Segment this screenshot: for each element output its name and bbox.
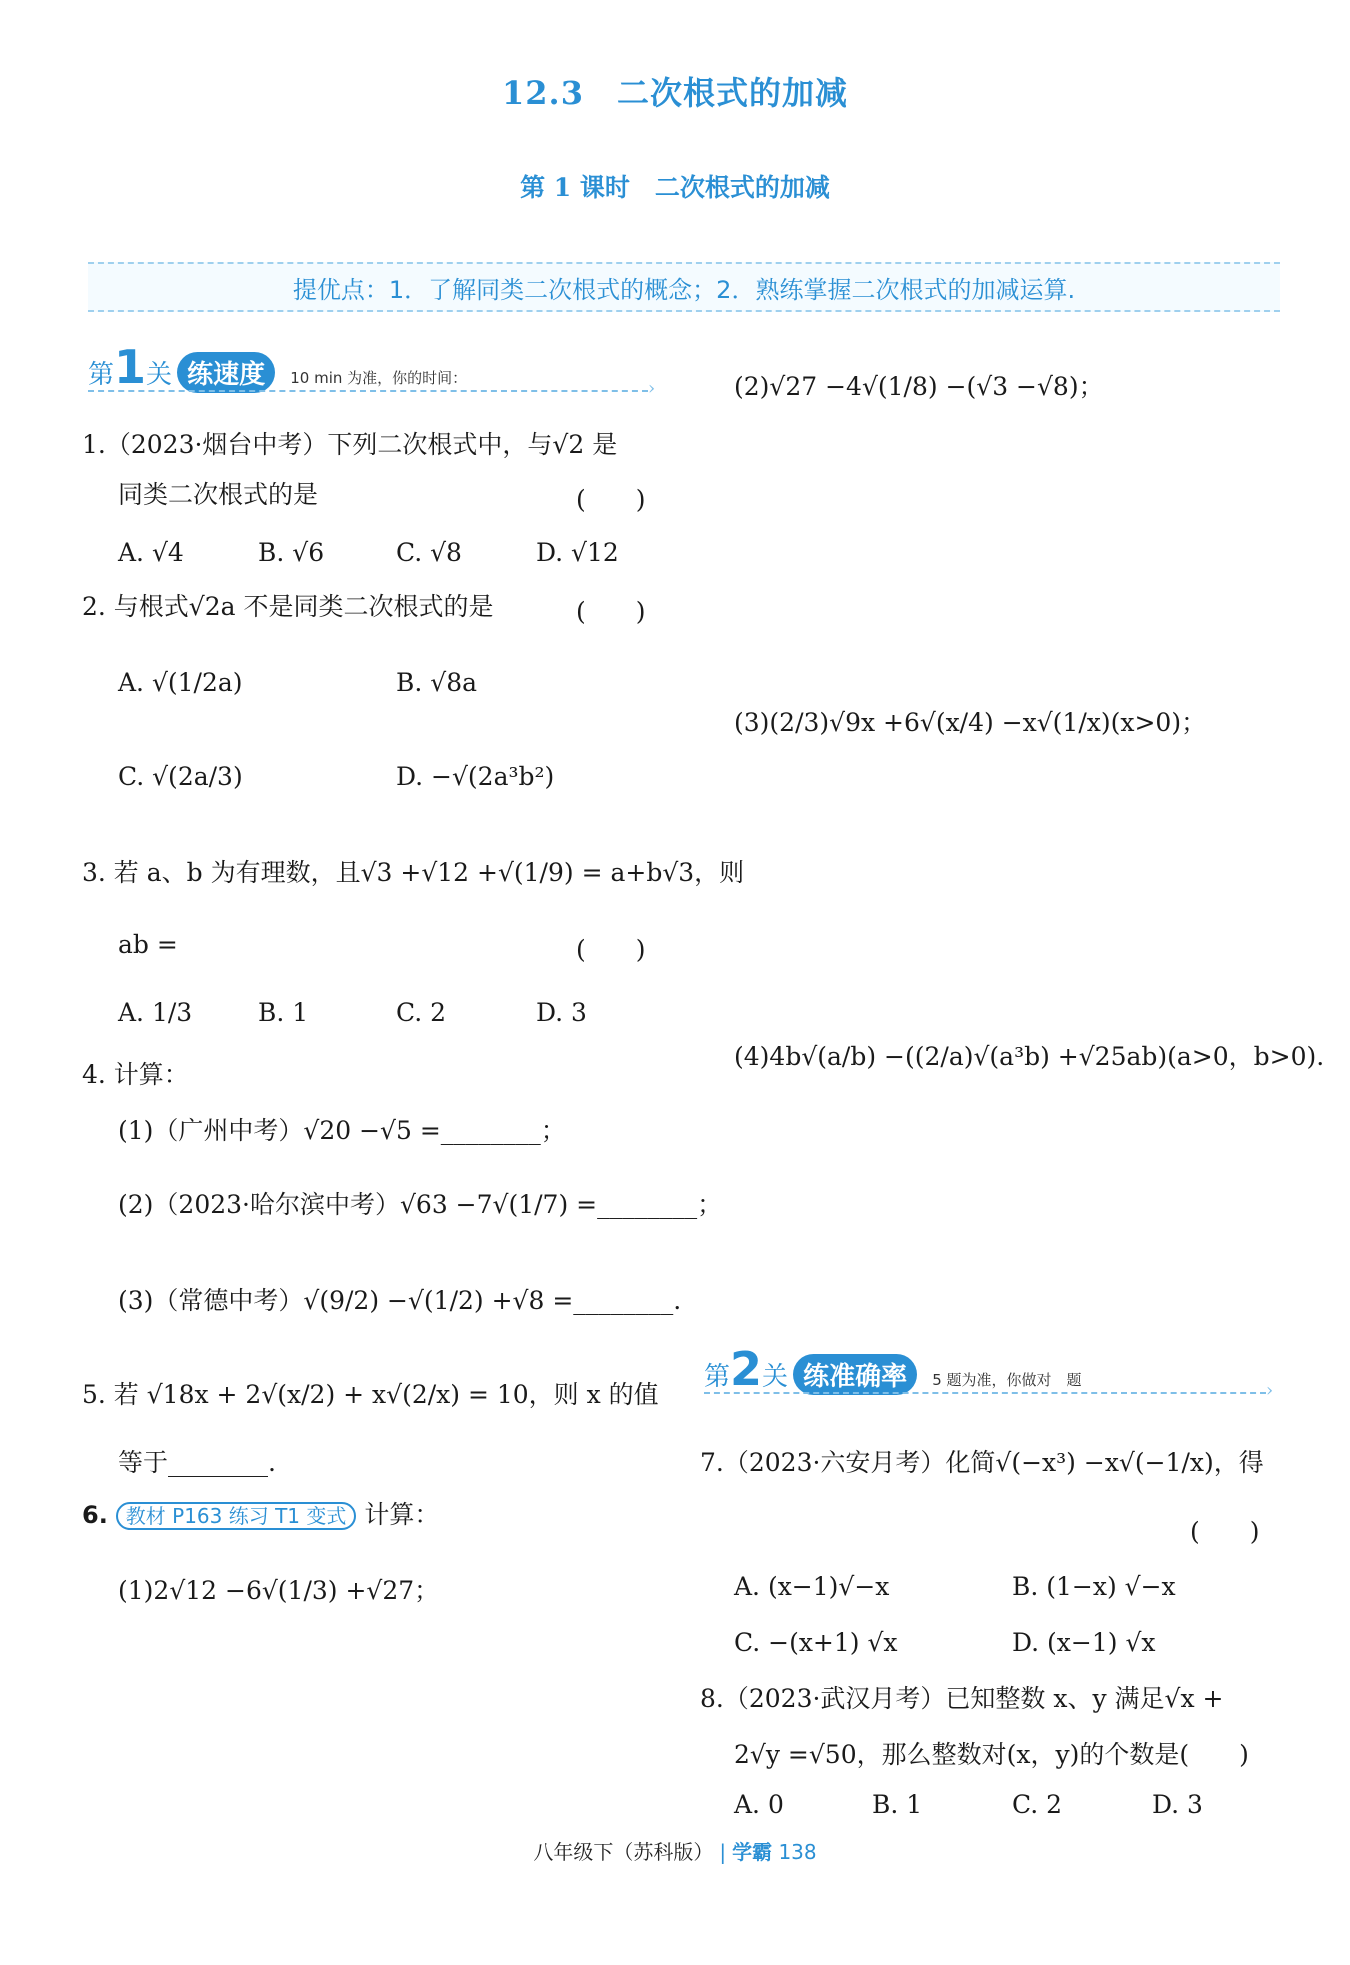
question-7-answer-bracket: ( ) [1190,1517,1260,1546]
question-4-part-2: (2)（2023·哈尔滨中考）√63 −7√(1/7) =________； [118,1190,723,1219]
section-1-note: 10 min 为准，你的时间： [290,369,468,387]
textbook-reference-badge: 教材 P163 练习 T1 变式 [116,1502,357,1530]
question-4-part-3: (3)（常德中考）√(9/2) −√(1/2) +√8 =________. [118,1286,682,1315]
question-8-option-b: B. 1 [872,1790,923,1819]
question-7-stem: 7.（2023·六安月考）化简√(−x³) −x√(−1/x)，得 [700,1448,1264,1477]
question-3-stem: 3. 若 a、b 为有理数，且√3 +√12 +√(1/9) = a+b√3，则 [82,858,745,887]
question-6-instruction: 计算： [364,1500,440,1529]
question-8-option-c: C. 2 [1012,1790,1063,1819]
question-6-stem: 6. 教材 P163 练习 T1 变式 计算： [82,1500,440,1529]
question-6-part-3: (3)(2/3)√9x +6√(x/4) −x√(1/x)(x>0)； [734,708,1207,737]
section-2-name: 练准确率 [793,1354,917,1395]
section-1-arrow-icon: › [648,378,656,399]
question-8-stem: 8.（2023·武汉月考）已知整数 x、y 满足√x + [700,1684,1224,1713]
question-7-option-a: A. (x−1)√−x [734,1572,890,1601]
question-7-option-d: D. (x−1) √x [1012,1628,1156,1657]
question-8-option-d: D. 3 [1152,1790,1203,1819]
question-6-part-1: (1)2√12 −6√(1/3) +√27； [118,1576,440,1605]
footer-separator: | [719,1840,727,1864]
question-1-answer-bracket: ( ) [576,485,646,514]
question-4-part-1: (1)（广州中考）√20 −√5 =________； [118,1116,566,1145]
question-7-option-c: C. −(x+1) √x [734,1628,898,1657]
section-2-number: 2 [730,1342,763,1396]
question-1-stem: 1.（2023·烟台中考）下列二次根式中，与√2 是 [82,430,618,459]
section-1-di: 第 [88,360,115,390]
question-1-option-a: A. √4 [118,538,184,567]
question-1-option-b: B. √6 [258,538,325,567]
question-2-option-a: A. √(1/2a) [118,668,243,697]
page-title: 12.3 二次根式的加减 [502,74,848,112]
question-1-option-d: D. √12 [536,538,619,567]
question-3-option-b: B. 1 [258,998,309,1027]
footer-grade: 八年级下（苏科版） [533,1840,714,1864]
question-3-option-a: A. 1/3 [118,998,193,1027]
section-1-header [88,340,468,394]
section-1-number: 1 [114,340,147,394]
section-2-note: 5 题为准，你做对 题 [932,1371,1082,1389]
section-1-name: 练速度 [177,352,275,393]
section-2-divider [704,1392,1266,1394]
footer-brand: 学霸 [732,1840,773,1864]
question-6-part-4: (4)4b√(a/b) −((2/a)√(a³b) +√25ab)(a>0，b>0). [734,1042,1325,1071]
question-2-stem: 2. 与根式√2a 不是同类二次根式的是 [82,592,494,621]
question-8-option-a: A. 0 [734,1790,784,1819]
question-8-stem-2: 2√y =√50，那么整数对(x，y)的个数是( ) [734,1740,1249,1769]
section-2-di: 第 [704,1362,731,1392]
question-3-option-d: D. 3 [536,998,587,1027]
section-1-divider [88,390,648,392]
question-2-option-d: D. −√(2a³b²) [396,762,555,791]
question-5-stem: 5. 若 √18x + 2√(x/2) + x√(2/x) = 10，则 x 的值 [82,1380,659,1409]
question-3-option-c: C. 2 [396,998,447,1027]
section-2-arrow-icon: › [1266,1380,1274,1401]
question-4-stem: 4. 计算： [82,1060,189,1089]
tip-text: 提优点：1．了解同类二次根式的概念；2．熟练掌握二次根式的加减运算. [292,276,1076,304]
question-5-stem-2: 等于________. [118,1448,276,1477]
question-3-stem-2: ab = [118,930,178,959]
question-2-option-b: B. √8a [396,668,478,697]
tip-band [88,262,1280,312]
question-7-option-b: B. (1−x) √−x [1012,1572,1176,1601]
page-footer [0,1836,1350,1865]
lesson-subtitle: 第 1 课时 二次根式的加减 [520,173,830,202]
page-number: 138 [778,1840,817,1864]
section-2-guan: 关 [762,1362,789,1392]
question-6-part-2: (2)√27 −4√(1/8) −(√3 −√8)； [734,372,1104,401]
section-1-guan: 关 [146,360,173,390]
question-2-answer-bracket: ( ) [576,597,646,626]
question-1-option-c: C. √8 [396,538,462,567]
question-3-answer-bracket: ( ) [576,935,646,964]
section-2-header [704,1342,1082,1396]
question-1-stem-2: 同类二次根式的是 [118,480,319,509]
question-2-option-c: C. √(2a/3) [118,762,243,791]
